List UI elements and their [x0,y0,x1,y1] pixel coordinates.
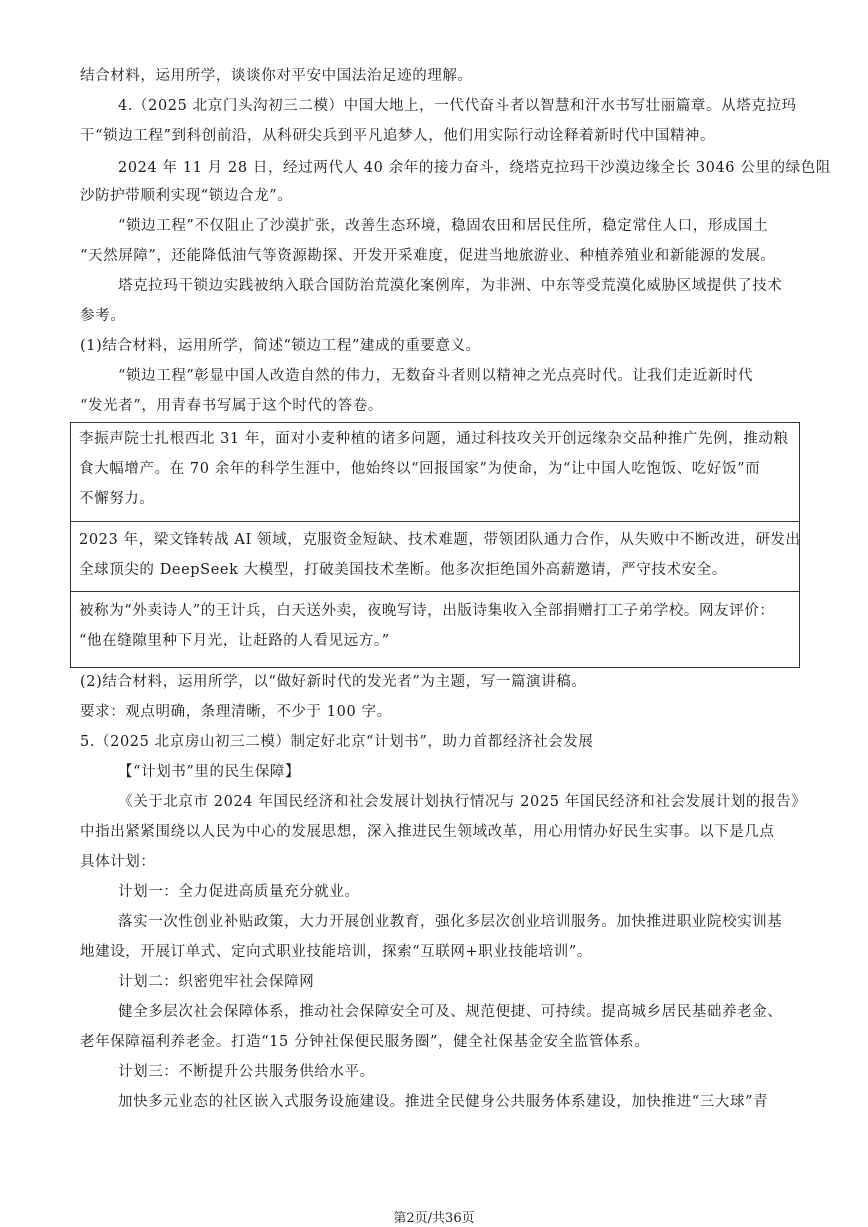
text-line: 老年保障福利养老金。打造“15 分钟社保便民服务圈”，健全社保基金安全监管体系。 [80,1034,650,1050]
sub-question-1: (1)结合材料，运用所学，简述“锁边工程”建成的重要意义。 [80,338,481,354]
table-row-text: 被称为“外卖诗人”的王计兵，白天送外卖，夜晚写诗，出版诗集收入全部捐赠打工子弟学校。网友评价： [79,603,775,619]
requirement-line: 要求：观点明确，条理清晰，不少于 100 字。 [80,704,392,720]
plan-one-title: 计划一：全力促进高质量充分就业。 [118,884,360,900]
text-line: 落实一次性创业补贴政策，大力开展创业教育，强化多层次创业培训服务。加快推进职业院校实训基 [118,914,783,930]
text-line: 中指出紧紧围绕以人民为中心的发展思想，深入推进民生领域改革，用心用情办好民生实事。以下是几点 [80,824,775,840]
text-line: 健全多层次社会保障体系，推动社会保障安全可及、规范便捷、可持续。提高城乡居民基础养老金、 [118,1004,783,1020]
section-heading: 【“计划书”里的民生保障】 [118,764,301,780]
text-line: 塔克拉玛干锁边实践被纳入联合国防治荒漠化案例库，为非洲、中东等受荒漠化威胁区域提供了技术 [118,278,783,294]
text-line: 结合材料，运用所学，谈谈你对平安中国法治足迹的理解。 [80,68,473,84]
table-row-text: 李振声院士扎根西北 31 年，面对小麦种植的诸多问题，通过科技攻关开创远缘杂交品种推广先例，推动粮 [79,431,789,447]
table-row-text: “他在缝隙里种下月光，让赶路的人看见远方。” [79,633,390,649]
text-line: 《关于北京市 2024 年国民经济和社会发展计划执行情况与 2025 年国民经济和社会发展计划的报告》 [118,794,807,810]
text-line: 地建设，开展订单式、定向式职业技能培训，探索“互联网+职业技能培训”。 [80,944,592,960]
text-line: 参考。 [80,308,126,324]
text-line: 沙防护带顺利实现“锁边合龙”。 [80,188,293,204]
text-line: 加快多元业态的社区嵌入式服务设施建设。推进全民健身公共服务体系建设，加快推进“三大球”青 [118,1094,769,1110]
plan-two-title: 计划二：织密兜牢社会保障网 [118,974,315,990]
text-line: “发光者”，用青春书写属于这个时代的答卷。 [80,398,383,414]
text-line: “锁边工程”不仅阻止了沙漠扩张，改善生态环境，稳固农田和居民住所，稳定常住人口，形成国土 [118,218,769,234]
material-cell-li-zhensheng [71,423,799,522]
plan-three-title: 计划三：不断提升公共服务供给水平。 [118,1064,375,1080]
text-line: 干“锁边工程”到科创前沿，从科研尖兵到平凡追梦人，他们用实际行动诠释着新时代中国精神。 [80,128,716,144]
question-4-stem: 4.（2025 北京门头沟初三二模）中国大地上，一代代奋斗者以智慧和汗水书写壮丽篇章。从塔克拉玛 [118,98,797,114]
table-row-text: 2023 年，梁文锋转战 AI 领域，克服资金短缺、技术难题，带领团队通力合作，从失败中不断改进，研发出 [79,532,801,548]
text-line: 2024 年 11 月 28 日，经过两代人 40 余年的接力奋斗，绕塔克拉玛干沙漠边缘全长 3046 公里的绿色阻 [118,160,831,176]
table-row-text: 全球顶尖的 DeepSeek 大模型，打破美国技术垄断。他多次拒绝国外高薪邀请，严守技术安全。 [79,562,727,578]
text-line: 具体计划： [80,854,156,870]
material-cell-wang-jibing [71,592,799,667]
table-row-text: 不懈努力。 [79,491,155,507]
material-cell-liang-wenfeng [71,522,799,592]
table-row-text: 食大幅增产。在 70 余年的科学生涯中，他始终以“回报国家”为使命，为“让中国人吃饱饭、吃好饭”而 [79,461,761,477]
material-table [70,422,800,668]
question-5-stem: 5.（2025 北京房山初三二模）制定好北京“计划书”，助力首都经济社会发展 [80,734,594,750]
text-line: “天然屏障”，还能降低油气等资源勘探、开发开采难度，促进当地旅游业、种植养殖业和新能源的发展。 [80,248,776,264]
sub-question-2: (2)结合材料，运用所学，以“做好新时代的发光者”为主题，写一篇演讲稿。 [80,674,587,690]
text-line: “锁边工程”彰显中国人改造自然的伟力，无数奋斗者则以精神之光点亮时代。让我们走近新时代 [118,368,754,384]
page-number: 第2页/共36页 [393,1211,475,1226]
